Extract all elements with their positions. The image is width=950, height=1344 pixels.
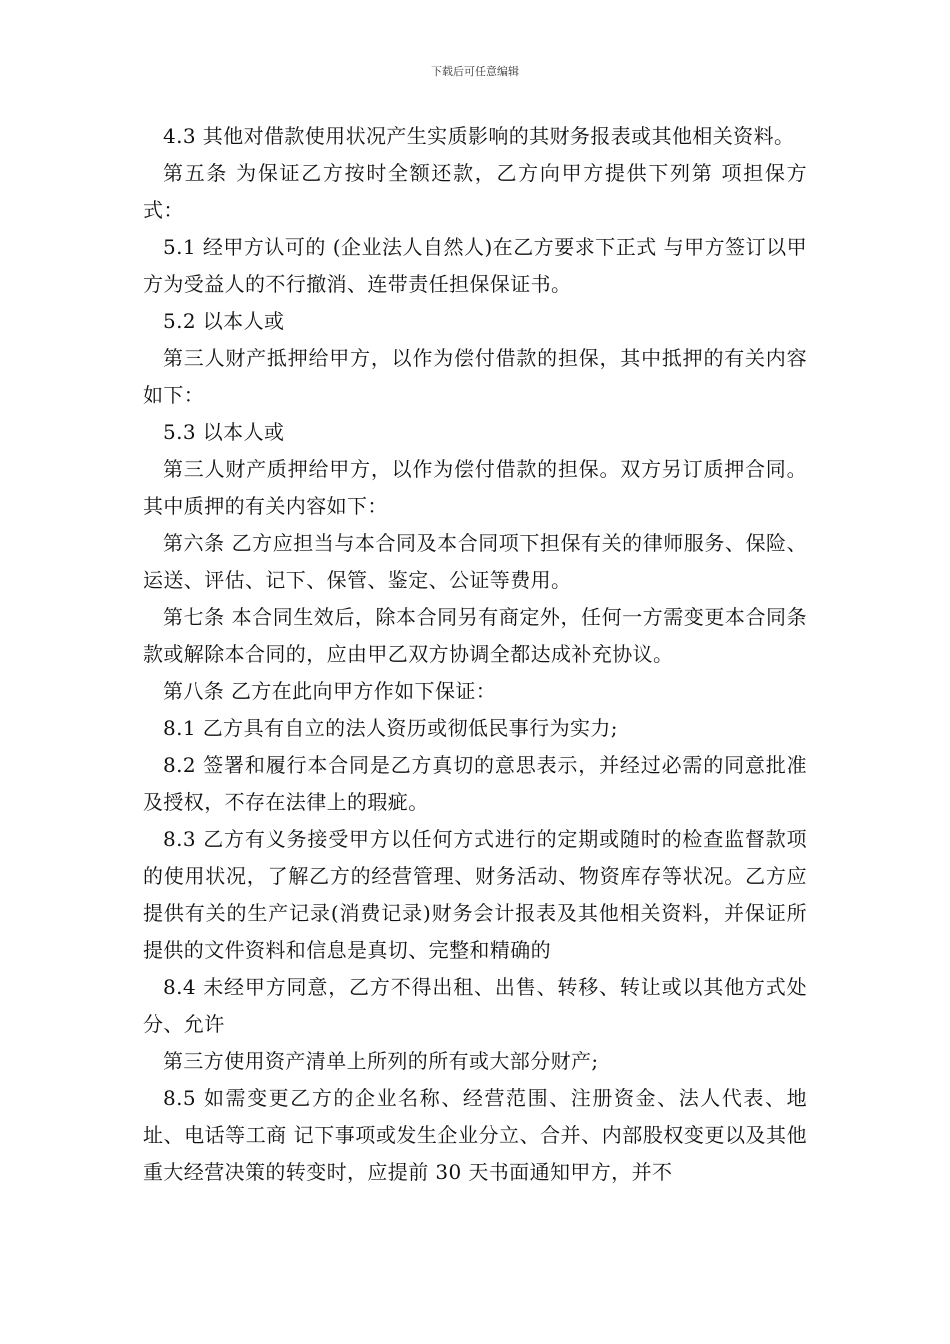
paragraph-5-2-continued: 第三人财产抵押给甲方，以作为偿付借款的担保，其中抵押的有关内容如下： — [143, 346, 807, 407]
paragraph-article-7: 第七条 本合同生效后，除本合同另有商定外，任何一方需变更本合同条款或解除本合同的，应由甲乙双方协调全都达成补充协议。 — [143, 605, 807, 666]
paragraph-5-3: 5.3 以本人或 — [163, 420, 285, 444]
paragraph-5-3-continued: 第三人财产质押给甲方，以作为偿付借款的担保。双方另订质押合同。其中质押的有关内容如下： — [143, 457, 807, 518]
paragraph-article-6: 第六条 乙方应担当与本合同及本合同项下担保有关的律师服务、保险、运送、评估、记下、保管、鉴定、公证等费用。 — [143, 531, 807, 592]
page-header: 下载后可任意编辑 — [431, 65, 519, 78]
paragraph-4-3: 4.3 其他对借款使用状况产生实质影响的其财务报表或其他相关资料。 — [163, 124, 795, 148]
paragraph-8-5: 8.5 如需变更乙方的企业名称、经营范围、注册资金、法人代表、地址、电话等工商 记下事项或发生企业分立、合并、内部股权变更以及其他重大经营决策的转变时，应提前 30 天书面通知甲方，并不 — [143, 1086, 807, 1184]
paragraph-5-1: 5.1 经甲方认可的 (企业法人自然人)在乙方要求下正式 与甲方签订以甲方为受益人的不行撤消、连带责任担保保证书。 — [143, 235, 807, 296]
paragraph-5-2: 5.2 以本人或 — [163, 309, 285, 333]
paragraph-8-4: 8.4 未经甲方同意，乙方不得出租、出售、转移、转让或以其他方式处分、允许 — [143, 975, 807, 1036]
paragraph-article-5: 第五条 为保证乙方按时全额还款，乙方向甲方提供下列第 项担保方式： — [143, 161, 807, 222]
paragraph-article-8: 第八条 乙方在此向甲方作如下保证： — [163, 679, 497, 703]
paragraph-8-1: 8.1 乙方具有自立的法人资历或彻低民事行为实力; — [163, 716, 618, 740]
document-body — [143, 118, 807, 1191]
paragraph-8-3: 8.3 乙方有义务接受甲方以任何方式进行的定期或随时的检查监督款项的使用状况，了解乙方的经营管理、财务活动、物资库存等状况。乙方应提供有关的生产记录(消费记录)财务会计报表及其他相关资料，并保证所提供的文件资料和信息是真切、完整和精确的 — [143, 827, 807, 962]
paragraph-8-2: 8.2 签署和履行本合同是乙方真切的意思表示，并经过必需的同意批准及授权，不存在法律上的瑕疵。 — [143, 753, 807, 814]
paragraph-8-4-continued: 第三方使用资产清单上所列的所有或大部分财产; — [163, 1049, 599, 1073]
